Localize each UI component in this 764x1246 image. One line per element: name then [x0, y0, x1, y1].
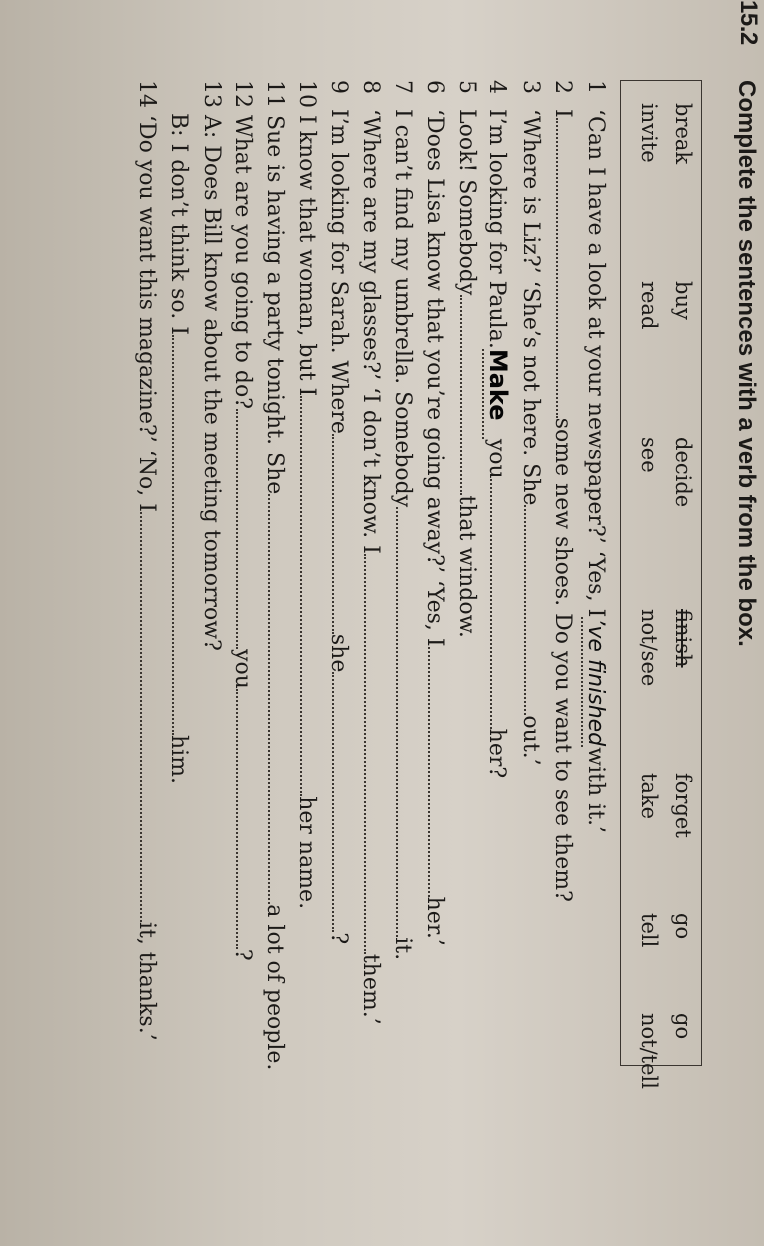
- sentence-text: out.’: [518, 715, 543, 766]
- box-word: forget: [671, 773, 695, 838]
- sentence-text: Look! Somebody: [454, 109, 479, 296]
- sentence-4: [482, 80, 512, 778]
- sentence-text: her.’: [422, 896, 447, 946]
- sentence-13b: [166, 80, 192, 784]
- sentence-14: [134, 80, 160, 1041]
- box-word: not/see: [637, 609, 661, 687]
- sentence-11: [262, 80, 288, 1070]
- blank-field[interactable]: [172, 335, 192, 735]
- sentence-text: ‘Where is Liz?’ ‘She’s not here. She: [518, 109, 543, 506]
- sentence-text: her name.: [294, 796, 319, 910]
- sentence-number: 10: [294, 80, 319, 108]
- sentence-number: 12: [230, 80, 255, 108]
- sentence-text: I’m looking for Paula.: [484, 109, 509, 349]
- box-word: read: [637, 281, 661, 330]
- sentence-7: [390, 80, 416, 960]
- answer-field[interactable]: Make: [482, 349, 512, 439]
- box-word: break: [671, 103, 695, 165]
- sentence-text: that window.: [454, 495, 479, 638]
- sentence-text: you: [484, 438, 509, 479]
- sentence-number: 8: [358, 80, 383, 94]
- sentence-text: him.: [166, 734, 191, 785]
- exercise-title: Complete the sentences with a verb from the box.: [733, 80, 760, 647]
- box-word: buy: [671, 281, 695, 320]
- answer-field[interactable]: ’ve finished: [583, 618, 608, 747]
- sentence-number: 11: [262, 80, 287, 108]
- sentence-text: she: [326, 633, 351, 673]
- sentence-10: [294, 80, 320, 909]
- sentence-number: 2: [550, 80, 575, 94]
- blank-field[interactable]: [364, 554, 384, 954]
- sentence-number: 4: [484, 80, 509, 94]
- box-word: tell: [637, 913, 661, 948]
- sentence-13a: [199, 80, 224, 651]
- box-word: not/tell: [637, 1013, 661, 1089]
- sentence-text: ‘Does Lisa know that you’re going away?’ ‘Yes, I: [422, 109, 447, 647]
- exercise-number: 15.2: [735, 0, 762, 45]
- blank-field[interactable]: [524, 505, 544, 715]
- box-word: go: [671, 1013, 695, 1040]
- sentence-3: [518, 80, 544, 766]
- sentence-text: I: [550, 109, 575, 118]
- sentence-1: [581, 80, 608, 833]
- sentence-text: you: [230, 649, 255, 689]
- blank-field[interactable]: [396, 507, 416, 937]
- sentence-text: ?: [326, 932, 351, 945]
- blank-field[interactable]: [236, 409, 256, 649]
- sentence-number: 9: [326, 80, 351, 94]
- blank-field[interactable]: [140, 512, 160, 922]
- sentence-2: [550, 80, 576, 902]
- sentence-text: I know that woman, but I: [294, 115, 319, 397]
- sentence-text: some new shoes. Do you want to see them?: [550, 417, 575, 902]
- sentence-number: 5: [454, 80, 479, 94]
- sentence-number: 6: [422, 80, 447, 94]
- box-word-struck: finish: [671, 609, 695, 668]
- sentence-text: What are you going to do?: [230, 115, 255, 410]
- sentence-text: A: Does Bill know about the meeting tomorrow?: [199, 115, 224, 651]
- blank-field[interactable]: [332, 672, 352, 932]
- box-word: go: [671, 913, 695, 940]
- sentence-8: [358, 80, 384, 1025]
- blank-field[interactable]: [460, 295, 480, 495]
- sentence-text: ?: [230, 948, 255, 961]
- sentence-12: [230, 80, 256, 961]
- sentence-text: a lot of people.: [262, 904, 287, 1071]
- box-word: decide: [671, 437, 695, 508]
- sentence-text: them.’: [358, 953, 383, 1025]
- blank-field[interactable]: [268, 494, 288, 904]
- blank-field[interactable]: [490, 479, 510, 729]
- sentence-text: her?: [484, 728, 509, 779]
- sentence-text: ‘Can I have a look at your newspaper?’ ‘Yes, I: [583, 109, 608, 618]
- sentence-text: ‘Where are my glasses?’ ‘I don’t know. I: [358, 109, 383, 554]
- sentence-number: 14: [134, 80, 159, 108]
- sentence-text: it, thanks.’: [134, 921, 159, 1041]
- blank-field[interactable]: [300, 396, 320, 796]
- sentence-text: ‘Do you want this magazine?’ ‘No, I: [134, 115, 159, 512]
- sentence-6: [422, 80, 448, 946]
- sentence-number: 13: [199, 80, 224, 108]
- sentence-number: 3: [518, 80, 543, 94]
- blank-field[interactable]: [332, 434, 352, 634]
- box-word: take: [637, 773, 661, 820]
- sentence-text: I can’t find my umbrella. Somebody: [390, 109, 415, 508]
- blank-field[interactable]: [428, 647, 448, 897]
- box-word: invite: [637, 103, 661, 163]
- sentence-text: I’m looking for Sarah. Where: [326, 109, 351, 434]
- sentence-text: with it.’: [583, 747, 608, 834]
- sentence-9: [326, 80, 352, 944]
- sentence-5: [454, 80, 480, 638]
- blank-field[interactable]: [236, 689, 256, 949]
- sentence-number: 7: [390, 80, 415, 94]
- box-word: see: [637, 437, 661, 473]
- blank-field[interactable]: [556, 118, 576, 418]
- sentence-text: B: I don’t think so. I: [166, 113, 191, 335]
- sentence-text: it.: [390, 937, 415, 961]
- sentence-number: 1: [583, 80, 608, 94]
- sentence-text: Sue is having a party tonight. She: [262, 115, 287, 495]
